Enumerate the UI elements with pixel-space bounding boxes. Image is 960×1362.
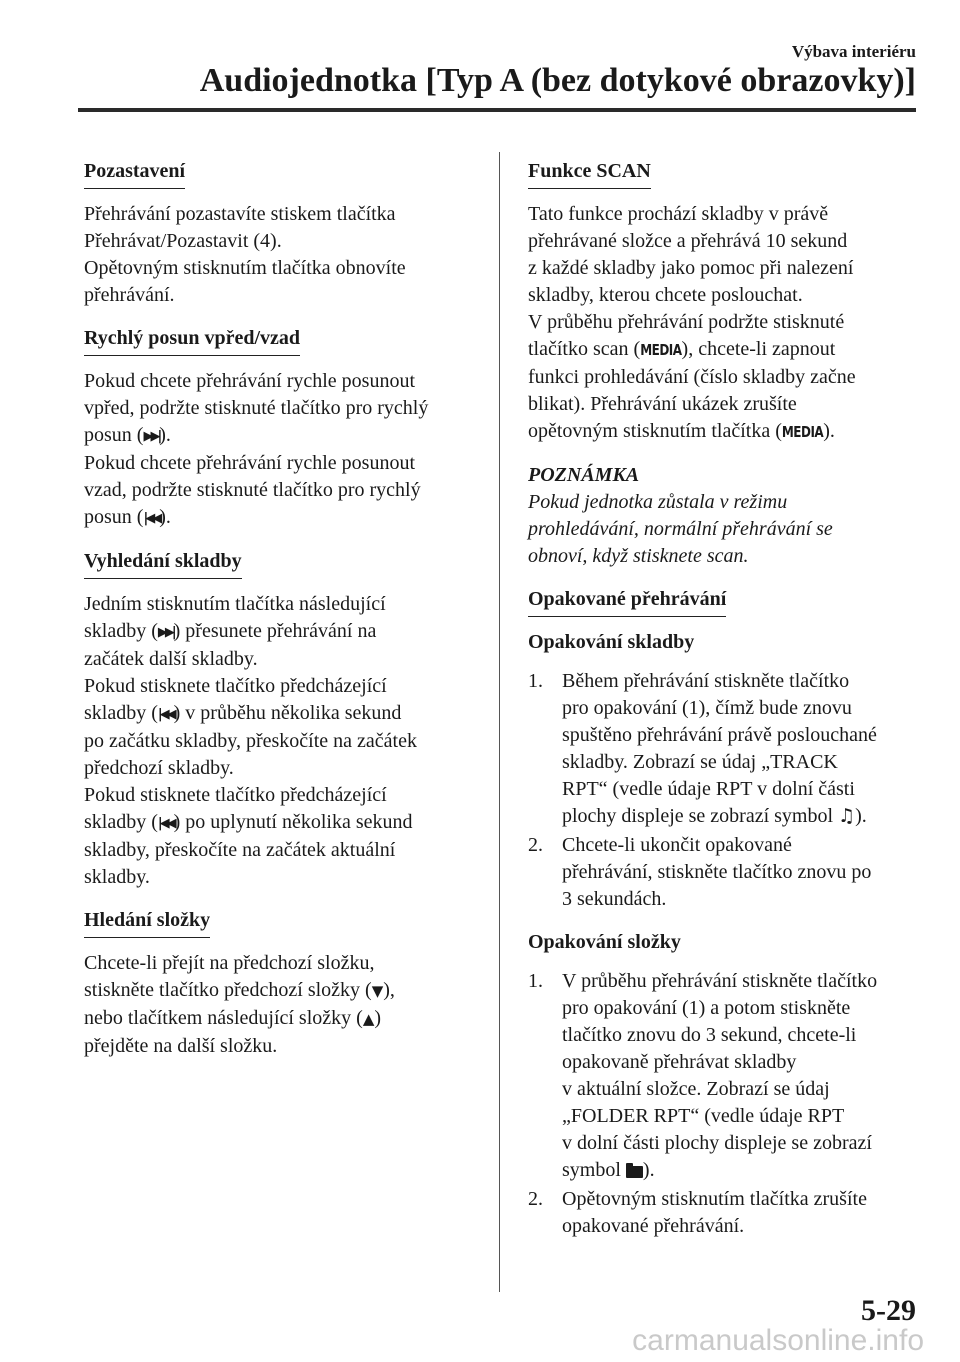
text-line: v aktuální složce. Zobrazí se údaj [562, 1078, 830, 1100]
text-fragment: ). [642, 1159, 655, 1181]
text-line: začátek další skladby. [84, 648, 258, 670]
text-fragment: plochy displeje se zobrazí symbol [562, 805, 839, 827]
section-label: Výbava interiéru [791, 42, 916, 61]
text-line [562, 803, 924, 830]
folder-repeat-steps [528, 968, 924, 1240]
text-line: předchozí skladby. [84, 757, 234, 779]
heading-repeat: Opakované přehrávání [528, 586, 726, 617]
track-repeat-steps [528, 668, 924, 913]
note-text [528, 489, 924, 570]
text-line: prohledávání, normální přehrávání se [528, 518, 833, 540]
media-icon: MEDIA [640, 341, 682, 359]
text-line: Opětovným stisknutím tlačítka obnovíte [84, 257, 406, 279]
text-fragment: ) [374, 1007, 382, 1029]
text-fragment: posun ( [84, 506, 144, 528]
header-rule [78, 108, 916, 112]
list-item [528, 832, 924, 913]
text-line: z každé skladby jako pomoc při nalezení [528, 257, 854, 279]
media-icon: MEDIA [781, 423, 824, 441]
text-line [84, 977, 476, 1005]
text-line: skladby, přeskočíte na začátek aktuální [84, 839, 396, 861]
note-title: POZNÁMKA [528, 464, 640, 486]
text-line: Pokud stisknete tlačítko předcházející [84, 675, 387, 697]
text-line: Opětovným stisknutím tlačítka zrušíte [562, 1188, 867, 1210]
text-line: vpřed, podržte stisknuté tlačítko pro rychlý [84, 397, 429, 419]
folder-icon [626, 1163, 643, 1178]
heading-scan: Funkce SCAN [528, 158, 651, 189]
subheading-track-repeat: Opakování skladby [528, 631, 695, 653]
text-line [528, 418, 924, 446]
text-line [84, 504, 476, 532]
text-line: skladby, kterou chcete poslouchat. [528, 284, 803, 306]
text-line: pro opakování (1), čímž bude znovu [562, 697, 852, 719]
text-line: Pokud chcete přehrávání rychle posunout [84, 370, 416, 392]
text-fragment: nebo tlačítkem následující složky ( [84, 1007, 363, 1029]
list-item [528, 968, 924, 1184]
text-line: Přehrávání pozastavíte stiskem tlačítka [84, 203, 396, 225]
text-fragment: skladby ( [84, 620, 158, 642]
page-title: Audiojednotka [Typ A (bez dotykové obrazovky)] [199, 62, 916, 99]
text-line: Jedním stisknutím tlačítka následující [84, 593, 386, 615]
heading-seek: Rychlý posun vpřed/vzad [84, 325, 300, 356]
text-line: Pokud jednotka zůstala v režimu [528, 491, 788, 513]
subheading-folder-repeat: Opakování složky [528, 931, 681, 953]
text-line: přehrávané složce a přehrává 10 sekund [528, 230, 848, 252]
text-line: funkci prohledávání (číslo skladby začne [528, 366, 856, 388]
rewind-icon: |◀◀ [143, 511, 160, 526]
text-line: RPT“ (vedle údaje RPT v dolní části [562, 778, 855, 800]
text-fragment: skladby ( [84, 702, 158, 724]
text-fragment: ). [159, 506, 171, 528]
text-fragment: symbol [562, 1159, 626, 1181]
text-line [528, 336, 924, 364]
text-line [84, 422, 476, 450]
previous-track-icon: |◀◀ [157, 816, 174, 831]
fast-forward-icon: ▶▶| [143, 429, 160, 444]
text-line: spuštěno přehrávání právě poslouchané [562, 724, 877, 746]
text-line [84, 1005, 476, 1033]
text-line: 3 sekundách. [562, 888, 667, 910]
column-divider [499, 152, 500, 1292]
text-line: Během přehrávání stiskněte tlačítko [562, 670, 850, 692]
step-number: 2. [528, 1188, 543, 1210]
text-line: pro opakování (1) a potom stiskněte [562, 997, 851, 1019]
text-line: Chcete-li ukončit opakované [562, 834, 792, 856]
text-line: vzad, podržte stisknuté tlačítko pro rychlý [84, 479, 421, 501]
folder-down-icon: ▼ [371, 982, 384, 1000]
text-line: po začátku skladby, přeskočíte na začátek [84, 730, 417, 752]
heading-track-search: Vyhledání skladby [84, 548, 242, 579]
text-line: přehrávání, stiskněte tlačítko znovu po [562, 861, 872, 883]
text-fragment: posun ( [84, 424, 144, 446]
text-fragment: ) přesunete přehrávání na [173, 620, 377, 642]
text-line: skladby. Zobrazí se údaj „TRACK [562, 751, 838, 773]
text-line: v dolní části plochy displeje se zobrazí [562, 1132, 872, 1154]
step-number: 1. [528, 670, 543, 692]
text-line: Tato funkce prochází skladby v právě [528, 203, 829, 225]
heading-folder-search: Hledání složky [84, 907, 210, 938]
text-line: tlačítko znovu do 3 sekund, chcete-li [562, 1024, 857, 1046]
text-fragment: ), [383, 979, 395, 1001]
left-column [84, 158, 476, 1076]
text-fragment: ). [159, 424, 171, 446]
step-number: 2. [528, 834, 543, 856]
text-line: Chcete-li přejít na předchozí složku, [84, 952, 375, 974]
text-line: skladby. [84, 866, 150, 888]
folder-up-icon: ▲ [362, 1010, 375, 1028]
text-fragment: skladby ( [84, 811, 158, 833]
next-track-icon: ▶▶| [157, 625, 174, 640]
watermark: carmanualsonline.info [632, 1324, 924, 1357]
text-fragment: ) po uplynutí několika sekund [173, 811, 413, 833]
text-line [562, 1157, 924, 1184]
music-note-icon: ♫ [838, 805, 856, 827]
text-fragment: ). [823, 420, 835, 442]
text-line: „FOLDER RPT“ (vedle údaje RPT [562, 1105, 845, 1127]
page-number: 5-29 [861, 1294, 916, 1327]
step-number: 1. [528, 970, 543, 992]
right-column [528, 158, 924, 1256]
text-line: Pokud chcete přehrávání rychle posunout [84, 452, 416, 474]
text-fragment: opětovným stisknutím tlačítka ( [528, 420, 782, 442]
text-line [84, 700, 476, 728]
text-line: Přehrávat/Pozastavit (4). [84, 230, 282, 252]
previous-track-icon: |◀◀ [157, 707, 174, 722]
seek-paragraph [84, 368, 476, 532]
list-item [528, 668, 924, 830]
list-item [528, 1186, 924, 1240]
text-fragment: stiskněte tlačítko předchozí složky ( [84, 979, 372, 1001]
text-line: V průběhu přehrávání stiskněte tlačítko [562, 970, 878, 992]
text-line: blikat). Přehrávání ukázek zrušíte [528, 393, 797, 415]
text-line: V průběhu přehrávání podržte stisknuté [528, 311, 845, 333]
track-search-paragraph [84, 591, 476, 891]
folder-search-paragraph [84, 950, 476, 1060]
text-fragment: tlačítko scan ( [528, 338, 641, 360]
pause-paragraph [84, 201, 476, 309]
text-line [84, 809, 476, 837]
text-fragment: ) v průběhu několika sekund [173, 702, 402, 724]
text-fragment: ). [855, 805, 867, 827]
heading-pause: Pozastavení [84, 158, 185, 189]
text-line: opakované přehrávání. [562, 1215, 745, 1237]
text-line: Pokud stisknete tlačítko předcházející [84, 784, 387, 806]
text-line: opakovaně přehrávat skladby [562, 1051, 797, 1073]
text-line: přehrávání. [84, 284, 175, 306]
scan-paragraph [528, 201, 924, 446]
text-line: obnoví, když stisknete scan. [528, 545, 749, 567]
text-line [84, 618, 476, 646]
text-line: přejděte na další složku. [84, 1035, 278, 1057]
text-fragment: ), chcete-li zapnout [681, 338, 836, 360]
